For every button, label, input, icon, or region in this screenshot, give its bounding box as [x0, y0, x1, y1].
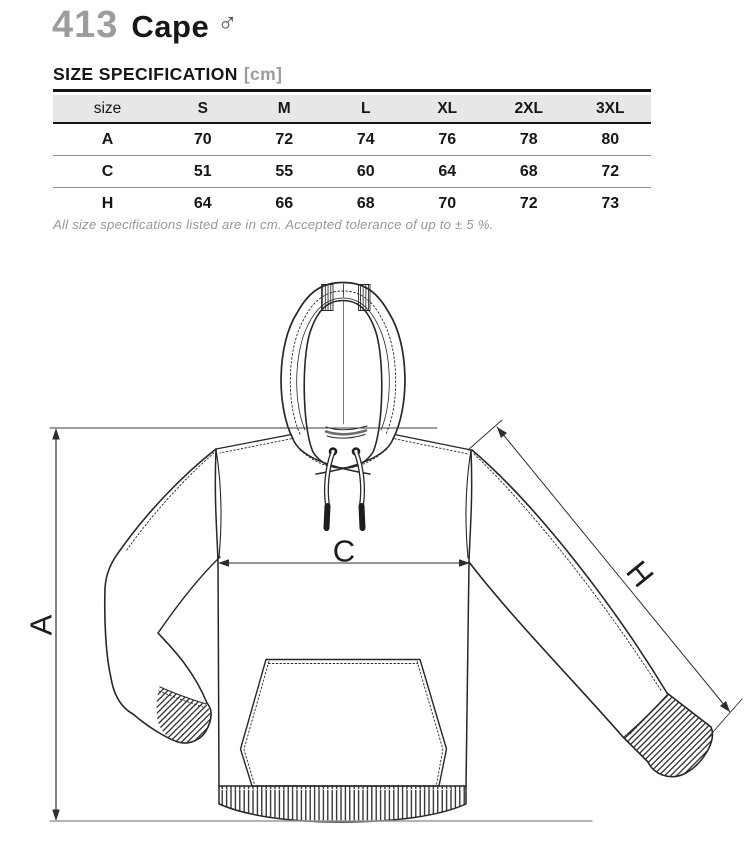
row-label-c: C [53, 156, 162, 188]
left-sleeve [105, 449, 221, 743]
col-header-m: M [244, 95, 326, 123]
unit-label: [cm] [243, 64, 283, 84]
cell-c-l: 60 [325, 156, 407, 188]
cell-a-s: 70 [193, 130, 212, 148]
row-label-h: H [53, 188, 162, 220]
hood [281, 283, 405, 475]
aglet-left [327, 506, 328, 528]
table-row-c [53, 156, 651, 188]
cell-c-s: 51 [162, 156, 244, 188]
dimension-label-h: H [619, 554, 661, 594]
hoodie-technical-drawing [0, 250, 753, 842]
right-sleeve [469, 450, 712, 777]
cell-h-xl: 70 [407, 188, 489, 220]
cell-h-m: 66 [244, 188, 326, 220]
cell-a-3xl: 80 [601, 130, 620, 148]
tolerance-note: All size specifications listed are in cm. Accepted tolerance of up to ± 5 %. [53, 217, 494, 232]
aglet-right [362, 506, 363, 528]
cell-c-2xl: 68 [488, 156, 570, 188]
section-title: SIZE SPECIFICATION [53, 64, 238, 84]
cell-a-xl: 76 [438, 130, 457, 148]
product-number: 413 [52, 4, 119, 46]
table-row-h [53, 188, 651, 220]
section-heading [53, 64, 282, 85]
cell-h-3xl: 73 [570, 188, 652, 220]
table-row-a [53, 123, 651, 156]
table-header-row [53, 95, 651, 123]
col-header-xl: XL [407, 95, 489, 123]
col-header-s: S [162, 95, 244, 123]
page-title [52, 4, 237, 47]
hem-ribbing [219, 786, 466, 822]
cell-c-xl: 64 [407, 156, 489, 188]
cell-h-2xl: 72 [488, 188, 570, 220]
hood-seam-band-left [322, 285, 334, 311]
size-table [53, 95, 651, 219]
product-name: Cape [131, 9, 210, 44]
cell-h-l: 68 [325, 188, 407, 220]
cell-h-s: 64 [162, 188, 244, 220]
male-gender-icon: ♂ [217, 8, 238, 38]
cell-a-m: 72 [275, 130, 294, 148]
cell-a-l: 74 [356, 130, 375, 148]
cell-a-2xl: 78 [519, 130, 538, 148]
col-header-3xl: 3XL [570, 95, 652, 123]
col-header-size: size [53, 95, 162, 123]
kangaroo-pocket [241, 660, 447, 787]
hood-seam-band-right [359, 285, 371, 311]
col-header-l: L [325, 95, 407, 123]
dimension-label-c: C [332, 533, 356, 569]
dimension-label-a: A [23, 614, 59, 636]
heading-rule [53, 89, 651, 92]
cell-c-3xl: 72 [570, 156, 652, 188]
cell-c-m: 55 [244, 156, 326, 188]
col-header-2xl: 2XL [488, 95, 570, 123]
row-label-a: A [101, 130, 114, 148]
